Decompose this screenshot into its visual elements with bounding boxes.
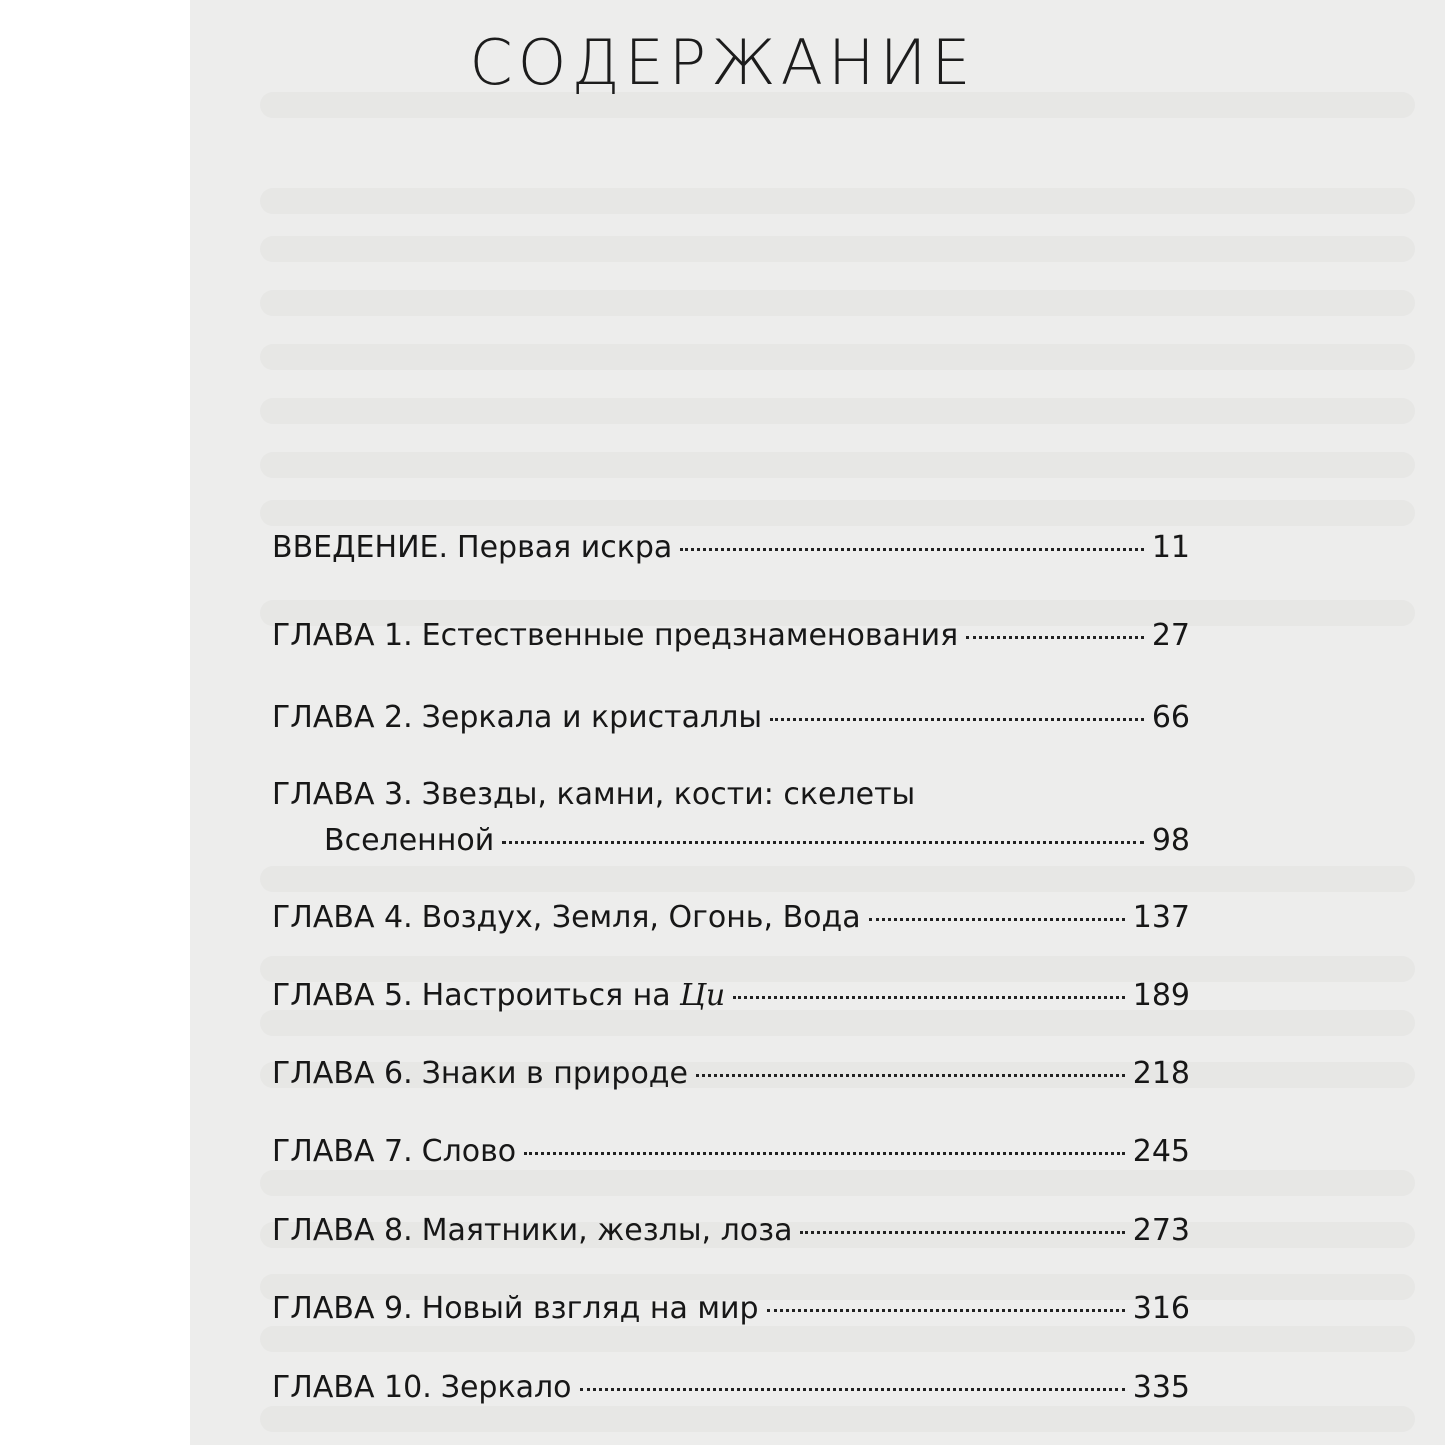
toc-entry-chapter-5[interactable]	[272, 978, 1190, 1013]
toc-entry-chapter-9[interactable]	[272, 1291, 1190, 1326]
entry-prefix: ГЛАВА 7.	[272, 1134, 413, 1169]
bleed-through-line	[260, 866, 1415, 892]
toc-entry-chapter-4[interactable]	[272, 900, 1190, 935]
entry-title: Звезды, камни, кости: скелеты	[421, 777, 916, 812]
entry-page-number: 189	[1132, 978, 1190, 1013]
entry-title-italic: Ци	[679, 978, 726, 1013]
dot-leader	[696, 1074, 1125, 1077]
dot-leader	[869, 918, 1125, 921]
entry-title: Воздух, Земля, Огонь, Вода	[421, 900, 861, 935]
dot-leader	[770, 718, 1144, 721]
bleed-through-line	[260, 236, 1415, 262]
dot-leader	[680, 548, 1144, 551]
toc-entry-intro[interactable]	[272, 530, 1190, 565]
dot-leader	[767, 1309, 1125, 1312]
dot-leader	[524, 1152, 1125, 1155]
bleed-through-line	[260, 1170, 1415, 1196]
dot-leader	[733, 996, 1125, 999]
entry-page-number: 11	[1151, 530, 1190, 565]
entry-page-number: 137	[1132, 900, 1190, 935]
entry-prefix: ГЛАВА 9.	[272, 1291, 413, 1326]
bleed-through-line	[260, 1406, 1415, 1432]
bleed-through-line	[260, 344, 1415, 370]
entry-title: Слово	[421, 1134, 517, 1169]
entry-prefix: ВВЕДЕНИЕ.	[272, 530, 449, 565]
entry-page-number: 273	[1132, 1213, 1190, 1248]
entry-title: Знаки в природе	[421, 1056, 688, 1091]
bleed-through-line	[260, 290, 1415, 316]
entry-prefix: ГЛАВА 6.	[272, 1056, 413, 1091]
dot-leader	[580, 1388, 1125, 1391]
entry-page-number: 66	[1151, 700, 1190, 735]
toc-entry-chapter-8[interactable]	[272, 1213, 1190, 1248]
page-title: СОДЕРЖАНИЕ	[469, 26, 976, 99]
dot-leader	[800, 1231, 1124, 1234]
toc-entry-chapter-2[interactable]	[272, 700, 1190, 735]
bleed-through-line	[260, 1010, 1415, 1036]
entry-page-number: 27	[1151, 618, 1190, 653]
toc-entry-chapter-6[interactable]	[272, 1056, 1190, 1091]
bleed-through-line	[260, 398, 1415, 424]
entry-prefix: ГЛАВА 10.	[272, 1370, 432, 1405]
bleed-through-line	[260, 188, 1415, 214]
entry-prefix: ГЛАВА 5.	[272, 978, 413, 1013]
toc-entry-chapter-1[interactable]	[272, 618, 1190, 653]
entry-page-number: 98	[1151, 823, 1190, 858]
entry-title: Настроиться на	[421, 978, 671, 1013]
entry-title-continuation: Вселенной	[324, 823, 495, 858]
bleed-through-line	[260, 452, 1415, 478]
entry-page-number: 218	[1132, 1056, 1190, 1091]
entry-title: Зеркала и кристаллы	[421, 700, 763, 735]
entry-title: Новый взгляд на мир	[421, 1291, 759, 1326]
entry-title: Маятники, жезлы, лоза	[421, 1213, 793, 1248]
entry-title: Естественные предзнаменования	[421, 618, 959, 653]
dot-leader	[502, 841, 1144, 844]
bleed-through-line	[260, 500, 1415, 526]
entry-prefix: ГЛАВА 1.	[272, 618, 413, 653]
dot-leader	[966, 636, 1144, 639]
bleed-through-line	[260, 1326, 1415, 1352]
entry-title: Первая искра	[457, 530, 673, 565]
toc-entry-chapter-7[interactable]	[272, 1134, 1190, 1169]
entry-title: Зеркало	[440, 1370, 572, 1405]
entry-prefix: ГЛАВА 3.	[272, 777, 413, 812]
entry-prefix: ГЛАВА 8.	[272, 1213, 413, 1248]
entry-page-number: 316	[1132, 1291, 1190, 1326]
entry-page-number: 245	[1132, 1134, 1190, 1169]
entry-page-number: 335	[1132, 1370, 1190, 1405]
entry-prefix: ГЛАВА 4.	[272, 900, 413, 935]
entry-prefix: ГЛАВА 2.	[272, 700, 413, 735]
toc-entry-chapter-10[interactable]	[272, 1370, 1190, 1405]
